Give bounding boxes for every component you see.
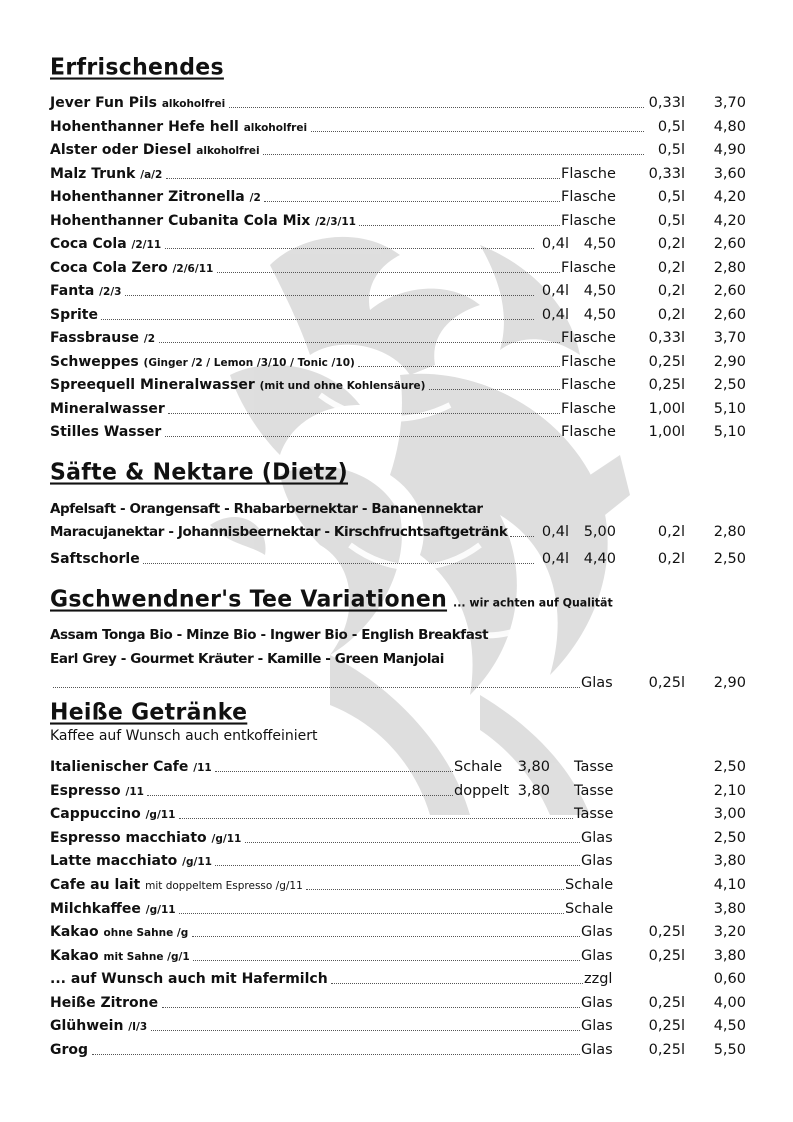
size: 0,25l: [648, 995, 685, 1011]
size: 0,5l: [657, 142, 685, 158]
alt-price: 3,80: [517, 759, 550, 775]
size-large: 0,4l: [541, 236, 569, 252]
container-type: Flasche: [561, 353, 616, 370]
item-name: Stilles Wasser: [50, 424, 162, 440]
size: 0,25l: [648, 924, 685, 940]
item-note: mit doppeltem Espresso /g/11: [145, 880, 303, 892]
dot-leader: [165, 248, 534, 249]
price: 0,60: [713, 971, 746, 987]
item-name: Coca Cola Zero: [50, 259, 168, 276]
section-title-text: Heiße Getränke: [50, 699, 248, 726]
size: 0,5l: [657, 118, 685, 135]
item-note: /g/11: [211, 833, 242, 845]
item-name: Coca Cola: [50, 236, 127, 252]
size: 0,2l: [657, 551, 685, 567]
dot-leader: [215, 771, 453, 772]
item-note: /2: [143, 333, 156, 345]
item-label: [50, 119, 307, 135]
price-large: 4,50: [583, 306, 616, 323]
dot-leader: [143, 563, 534, 564]
item-name: Latte macchiato: [50, 853, 178, 869]
dot-leader: [147, 795, 453, 796]
menu-row: [50, 398, 750, 420]
size: 0,5l: [657, 189, 685, 205]
item-note: mit Sahne /g/1: [103, 951, 190, 963]
item-name: Malz Trunk: [50, 165, 136, 182]
container-type: Schale: [565, 901, 614, 917]
item-label: [50, 901, 176, 917]
item-name: Maracujanektar - Johannisbeernektar - Kirschfruchtsaftgetränk: [50, 524, 508, 540]
size: 0,2l: [657, 259, 685, 276]
size: 0,2l: [657, 283, 685, 299]
dot-leader: [179, 913, 564, 914]
menu-row: [50, 827, 750, 849]
menu-row: [50, 898, 750, 920]
dot-leader: [215, 865, 580, 866]
menu-row: [50, 672, 750, 694]
dot-leader: [229, 107, 644, 108]
size: 0,2l: [657, 524, 685, 540]
dot-leader: [358, 366, 560, 367]
item-label: [50, 307, 98, 323]
size: 0,25l: [648, 675, 685, 691]
menu-row: [50, 945, 750, 967]
menu-row: [50, 521, 750, 543]
size: 0,25l: [648, 1042, 685, 1058]
item-label: [50, 971, 328, 987]
price: 5,10: [713, 424, 746, 440]
price: 2,90: [713, 353, 746, 370]
item-note: /g/11: [145, 904, 176, 916]
size-large: 0,4l: [541, 306, 569, 323]
size: 0,2l: [657, 236, 685, 252]
tea-list-line-1: Assam Tonga Bio - Minze Bio - Ingwer Bio - English Breakfast: [50, 627, 489, 643]
price-large: 4,50: [583, 283, 616, 299]
price: 4,80: [713, 118, 746, 135]
menu-row: [50, 756, 750, 778]
section-title-text: Erfrischendes: [50, 54, 224, 81]
item-note: alkoholfrei: [196, 145, 260, 157]
container-type: Flasche: [561, 165, 616, 182]
price: 2,50: [713, 377, 746, 393]
tee-tagline: ... wir achten auf Qualität: [453, 595, 613, 610]
item-label: [50, 377, 425, 393]
price: 4,00: [713, 995, 746, 1011]
item-name: Espresso macchiato: [50, 830, 207, 846]
price: 4,90: [713, 142, 746, 158]
menu-row: [50, 304, 750, 326]
item-name: Sprite: [50, 306, 98, 323]
item-note: alkoholfrei: [161, 98, 226, 110]
item-note: /g/11: [145, 809, 176, 821]
price: 3,80: [713, 853, 746, 869]
dot-leader: [53, 687, 580, 688]
price: 4,20: [713, 212, 746, 229]
item-label: [50, 330, 155, 346]
juice-list-line-1: Apfelsaft - Orangensaft - Rhabarbernektar - Bananennektar: [50, 501, 483, 517]
menu-row: [50, 921, 750, 943]
container-type: Tasse: [574, 806, 614, 822]
price: 3,70: [713, 95, 746, 111]
dot-leader: [101, 319, 534, 320]
size: 0,25l: [648, 353, 685, 370]
dot-leader: [151, 1030, 580, 1031]
item-label: [50, 95, 225, 111]
item-name: Fanta: [50, 283, 95, 299]
item-name: Cafe au lait: [50, 877, 141, 893]
item-label: [50, 166, 162, 182]
item-name: Hohenthanner Zitronella: [50, 189, 245, 205]
price: 5,50: [713, 1042, 746, 1058]
menu-row: [50, 351, 750, 373]
dot-leader: [168, 413, 560, 414]
size-large: 0,4l: [541, 551, 569, 567]
dot-leader: [162, 1007, 580, 1008]
menu-row: [50, 280, 750, 302]
container-type: Glas: [581, 948, 613, 964]
container-type: Flasche: [561, 377, 616, 393]
item-label: [50, 524, 507, 540]
item-label: [50, 877, 303, 893]
container-type: Schale: [565, 877, 614, 893]
price: 3,70: [713, 330, 746, 346]
item-name: Fassbrause: [50, 330, 140, 346]
container-type: Tasse: [574, 783, 614, 799]
container-type: Flasche: [561, 330, 616, 346]
menu-row: [50, 780, 750, 802]
item-note: /a/2: [140, 168, 163, 181]
dot-leader: [179, 818, 573, 819]
size-large: 0,4l: [541, 524, 569, 540]
item-name: Grog: [50, 1042, 89, 1058]
menu-row: [50, 850, 750, 872]
dot-leader: [192, 936, 580, 937]
item-name: Hohenthanner Hefe hell: [50, 118, 239, 135]
menu-row: [50, 139, 750, 161]
price: 3,80: [713, 948, 746, 964]
section-title-erfrischendes: [50, 54, 224, 80]
dot-leader: [245, 842, 580, 843]
price: 3,60: [713, 165, 746, 182]
menu-row: [50, 92, 750, 114]
container-type: Flasche: [561, 189, 616, 205]
item-label: [50, 424, 161, 440]
item-label: [50, 830, 241, 846]
item-label: [50, 806, 175, 822]
item-label: [50, 924, 188, 940]
price: 2,50: [713, 759, 746, 775]
price: 2,80: [713, 524, 746, 540]
container-type: Glas: [581, 1042, 613, 1058]
menu-row: [50, 257, 750, 279]
alt-price: 3,80: [517, 783, 550, 799]
menu-row: [50, 968, 750, 990]
price: 2,50: [713, 830, 746, 846]
item-label: [50, 283, 121, 299]
heisse-subtitle: Kaffee auf Wunsch auch entkoffeiniert: [50, 728, 318, 744]
item-label: [50, 995, 158, 1011]
item-name: ... auf Wunsch auch mit Hafermilch: [50, 971, 328, 987]
size: 0,33l: [648, 95, 685, 111]
menu-row: [50, 210, 750, 232]
item-note: (Ginger /2 / Lemon /3/10 / Tonic /10): [143, 356, 355, 369]
dot-leader: [263, 154, 644, 155]
dot-leader: [264, 201, 560, 202]
container-type: Tasse: [574, 759, 614, 775]
item-name: Milchkaffee: [50, 901, 141, 917]
price: 4,50: [713, 1018, 746, 1034]
section-title-heisse: [50, 699, 247, 725]
container-type: Glas: [581, 853, 613, 869]
item-name: Schweppes: [50, 353, 139, 370]
dot-leader: [92, 1054, 580, 1055]
menu-row: [50, 874, 750, 896]
item-name: Saftschorle: [50, 551, 140, 567]
alt-label: doppelt: [454, 783, 510, 799]
dot-leader: [331, 983, 583, 984]
price: 3,00: [713, 806, 746, 822]
item-name: Glühwein: [50, 1018, 124, 1034]
menu-row: [50, 374, 750, 396]
item-name: Kakao: [50, 924, 99, 940]
price: 2,10: [713, 783, 746, 799]
menu-row: [50, 327, 750, 349]
container-type: Glas: [581, 1018, 613, 1034]
price: 2,80: [713, 259, 746, 276]
item-note: (mit und ohne Kohlensäure): [259, 380, 426, 392]
item-label: [50, 189, 261, 205]
item-note: /g/11: [182, 856, 212, 868]
section-title-tee: [50, 586, 613, 612]
price: 2,60: [713, 306, 746, 323]
price: 4,20: [713, 189, 746, 205]
menu-row: [50, 421, 750, 443]
item-label: [50, 783, 144, 799]
dot-leader: [166, 178, 560, 179]
item-name: Heiße Zitrone: [50, 995, 159, 1011]
dot-leader: [311, 131, 644, 132]
container-type: Flasche: [561, 259, 616, 276]
dot-leader: [159, 342, 560, 343]
menu-row: [50, 548, 750, 570]
item-name: Cappuccino: [50, 806, 141, 822]
tea-list-line-2: Earl Grey - Gourmet Kräuter - Kamille - Green Manjolai: [50, 651, 444, 667]
item-note: /2: [249, 192, 261, 204]
size: 0,33l: [648, 330, 685, 346]
container-type: Flasche: [561, 400, 616, 417]
price: 5,10: [713, 400, 746, 417]
container-type: Flasche: [561, 212, 616, 229]
price: 3,80: [713, 901, 746, 917]
item-note: /2/6/11: [172, 262, 214, 275]
dot-leader: [359, 225, 560, 226]
item-note: /2/3: [99, 286, 122, 298]
item-note: /I/3: [128, 1021, 148, 1033]
menu-row: [50, 992, 750, 1014]
item-note: /11: [125, 786, 144, 798]
container-type: Glas: [581, 830, 613, 846]
item-note: /2/11: [131, 239, 162, 251]
price: 2,90: [713, 675, 746, 691]
alt-label: Schale: [454, 759, 503, 775]
item-label: [50, 401, 165, 417]
section-title-text: Gschwendner's Tee Variationen: [50, 586, 448, 613]
price: 2,60: [713, 283, 746, 299]
item-note: ohne Sahne /g: [103, 927, 189, 939]
price-large: 4,40: [583, 551, 616, 567]
item-name: Alster oder Diesel: [50, 142, 192, 158]
item-label: [50, 260, 213, 276]
item-label: [50, 213, 356, 229]
dot-leader: [217, 272, 560, 273]
item-name: Hohenthanner Cubanita Cola Mix: [50, 212, 311, 229]
item-label: [50, 1018, 147, 1034]
dot-leader: [429, 389, 560, 390]
container-type: Glas: [581, 675, 613, 691]
menu-row: [50, 233, 750, 255]
item-name: Kakao: [50, 948, 99, 964]
item-label: [50, 142, 260, 158]
dot-leader: [193, 960, 580, 961]
item-label: [50, 551, 140, 567]
price: 2,50: [713, 551, 746, 567]
size: 0,25l: [648, 1018, 685, 1034]
menu-row: [50, 186, 750, 208]
container-type: zzgl: [584, 971, 613, 987]
section-title-saefte: [50, 459, 348, 485]
size: 0,2l: [657, 306, 685, 323]
item-label: [50, 853, 212, 869]
size: 0,5l: [657, 212, 685, 229]
item-name: Espresso: [50, 783, 121, 799]
menu-row: [50, 116, 750, 138]
menu-row: [50, 1039, 750, 1061]
item-name: Mineralwasser: [50, 400, 165, 417]
container-type: Glas: [581, 924, 613, 940]
size: 0,25l: [648, 948, 685, 964]
price-large: 4,50: [583, 236, 616, 252]
price-large: 5,00: [583, 524, 616, 540]
menu-row: [50, 163, 750, 185]
size: 0,25l: [648, 377, 685, 393]
size: 1,00l: [648, 400, 685, 417]
item-name: Spreequell Mineralwasser: [50, 377, 255, 393]
item-name: Italienischer Cafe: [50, 759, 189, 775]
item-label: [50, 1042, 88, 1058]
item-label: [50, 236, 161, 252]
item-note: alkoholfrei: [243, 121, 308, 134]
price: 2,60: [713, 236, 746, 252]
dot-leader: [125, 295, 534, 296]
item-name: Jever Fun Pils: [50, 95, 157, 111]
dot-leader: [165, 436, 560, 437]
item-label: [50, 948, 190, 964]
size-large: 0,4l: [541, 283, 569, 299]
menu-row: [50, 1015, 750, 1037]
item-note: /11: [193, 762, 212, 774]
item-label: [50, 354, 355, 370]
item-label: [50, 759, 212, 775]
price: 3,20: [713, 924, 746, 940]
section-title-text: Säfte & Nektare (Dietz): [50, 459, 349, 486]
container-type: Glas: [581, 995, 613, 1011]
dot-leader: [306, 889, 564, 890]
menu-row: [50, 803, 750, 825]
container-type: Flasche: [561, 424, 616, 440]
size: 0,33l: [648, 165, 685, 182]
size: 1,00l: [648, 424, 685, 440]
price: 4,10: [713, 877, 746, 893]
item-note: /2/3/11: [315, 215, 356, 228]
